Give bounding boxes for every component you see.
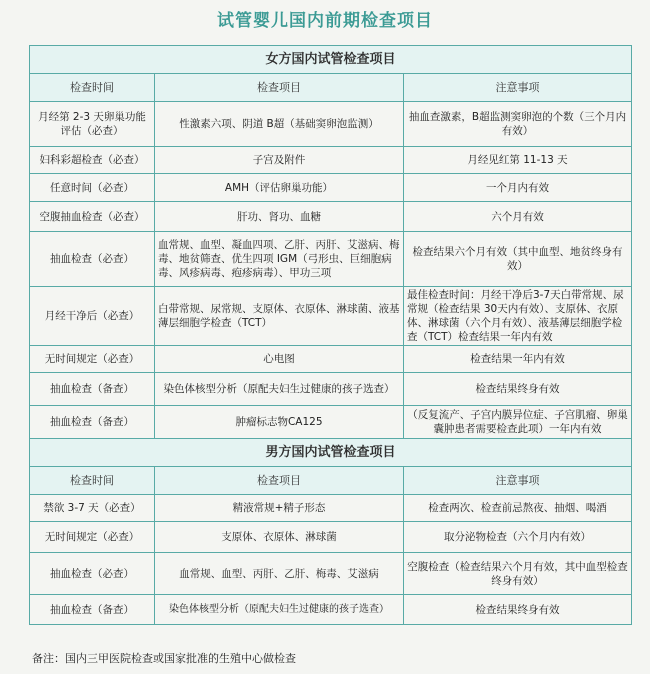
- exam-table-container: [29, 45, 631, 625]
- table-row: [30, 147, 632, 174]
- cell-time: 无时间规定（必查）: [30, 522, 155, 553]
- male-section-header-row: [30, 439, 632, 467]
- cell-item: 性激素六项、阴道 B超（基础窦卵泡监测）: [155, 102, 404, 147]
- table-row: [30, 553, 632, 595]
- cell-note: 六个月有效: [404, 202, 632, 232]
- cell-time: 月经第 2-3 天卵巢功能评估（必查）: [30, 102, 155, 147]
- male-section-heading: 男方国内试管检查项目: [30, 439, 632, 467]
- cell-time: 抽血检查（必查）: [30, 553, 155, 595]
- column-header-note: 注意事项: [404, 74, 632, 102]
- cell-note: （反复流产、子宫内膜异位症、子宫肌瘤、卵巢囊肿患者需要检查此项）一年内有效: [404, 406, 632, 439]
- cell-note: 空腹检查（检查结果六个月有效，其中血型检查终身有效）: [404, 553, 632, 595]
- cell-item: AMH（评估卵巢功能）: [155, 174, 404, 202]
- cell-item: 支原体、衣原体、淋球菌: [155, 522, 404, 553]
- table-row: [30, 174, 632, 202]
- cell-time: 抽血检查（备查）: [30, 595, 155, 625]
- column-header-time: 检查时间: [30, 467, 155, 495]
- cell-time: 妇科彩超检查（必查）: [30, 147, 155, 174]
- table-row: [30, 522, 632, 553]
- cell-item: 血常规、血型、凝血四项、乙肝、丙肝、艾滋病、梅毒、地贫筛查、优生四项 IGM（弓形虫、巨细胞病毒、风疹病毒、疱疹病毒）、甲功三项: [155, 232, 404, 287]
- cell-note: 最佳检查时间：月经干净后3-7天白带常规、尿常规（检查结果 30天内有效）、支原体、衣原体、淋球菌（六个月有效）、液基薄层细胞学检查（TCT）检查结果一年内有效: [404, 287, 632, 346]
- cell-time: 禁欲 3-7 天（必查）: [30, 495, 155, 522]
- cell-item: 染色体核型分析（原配夫妇生过健康的孩子选查）: [155, 373, 404, 406]
- cell-note: 检查结果一年内有效: [404, 346, 632, 373]
- cell-note: 一个月内有效: [404, 174, 632, 202]
- cell-note: 取分泌物检查（六个月内有效）: [404, 522, 632, 553]
- female-column-header-row: [30, 74, 632, 102]
- cell-note: 检查结果终身有效: [404, 373, 632, 406]
- table-row: [30, 406, 632, 439]
- footnote: 备注：国内三甲医院检查或国家批准的生殖中心做检查: [32, 652, 296, 665]
- page-title: 试管婴儿国内前期检查项目: [217, 11, 433, 31]
- cell-note: 抽血查激素，B超监测窦卵泡的个数（三个月内有效）: [404, 102, 632, 147]
- cell-time: 任意时间（必查）: [30, 174, 155, 202]
- cell-time: 空腹抽血检查（必查）: [30, 202, 155, 232]
- column-header-note: 注意事项: [404, 467, 632, 495]
- cell-item: 血常规、血型、丙肝、乙肝、梅毒、艾滋病: [155, 553, 404, 595]
- column-header-item: 检查项目: [155, 467, 404, 495]
- cell-item: 精液常规+精子形态: [155, 495, 404, 522]
- cell-time: 抽血检查（备查）: [30, 406, 155, 439]
- cell-note: 检查两次、检查前忌熬夜、抽烟、喝酒: [404, 495, 632, 522]
- table-row: [30, 495, 632, 522]
- exam-table: [29, 45, 632, 625]
- cell-item: 心电图: [155, 346, 404, 373]
- cell-time: 抽血检查（备查）: [30, 373, 155, 406]
- cell-item: 肝功、肾功、血糖: [155, 202, 404, 232]
- table-row: [30, 346, 632, 373]
- male-column-header-row: [30, 467, 632, 495]
- cell-time: 抽血检查（必查）: [30, 232, 155, 287]
- column-header-item: 检查项目: [155, 74, 404, 102]
- table-row: [30, 595, 632, 625]
- cell-time: 月经干净后（必查）: [30, 287, 155, 346]
- cell-item: 肿瘤标志物CA125: [155, 406, 404, 439]
- cell-time: 无时间规定（必查）: [30, 346, 155, 373]
- cell-note: 检查结果终身有效: [404, 595, 632, 625]
- cell-item: 子宫及附件: [155, 147, 404, 174]
- cell-item: 染色体核型分析（原配夫妇生过健康的孩子选查）: [155, 595, 404, 625]
- female-section-heading: 女方国内试管检查项目: [30, 46, 632, 74]
- table-row: [30, 102, 632, 147]
- table-row: [30, 373, 632, 406]
- table-row: [30, 287, 632, 346]
- cell-note: 检查结果六个月有效（其中血型、地贫终身有效）: [404, 232, 632, 287]
- table-row: [30, 202, 632, 232]
- column-header-time: 检查时间: [30, 74, 155, 102]
- cell-note: 月经见红第 11-13 天: [404, 147, 632, 174]
- table-row: [30, 232, 632, 287]
- cell-item: 白带常规、尿常规、支原体、衣原体、淋球菌、液基薄层细胞学检查（TCT）: [155, 287, 404, 346]
- female-section-header-row: [30, 46, 632, 74]
